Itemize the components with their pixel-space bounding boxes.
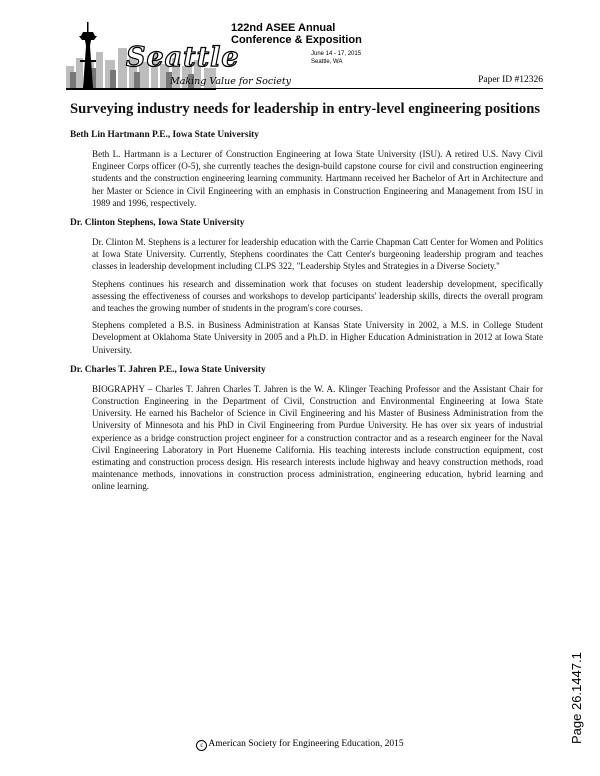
author-name: Beth Lin Hartmann P.E., Iowa State University [70, 130, 259, 140]
author-bio-paragraph: BIOGRAPHY – Charles T. Jahren Charles T. Jahren is the W. A. Klinger Teaching Professor and the Assistant Chair for Construction Engineering in the Department of Civil, Construction and Environmental Engineering at Iowa State University. He earned his Bachelor of Science in Civil Engineering and his Master of Business Administration from the University of Minnesota and his PhD in Civil Engineering from Purdue University. He has over six years of industrial experience as a bridge construction project engineer for a construction contractor and as a research engineer for the Naval Civil Engineering Laboratory in Port Hueneme California. His teaching interests include construction equipment, cost estimating and construction process design. His research interests include highway and heavy construction methods, road maintenance methods, innovations in construction process administration, engineering education, hybrid learning and online learning. [92, 383, 543, 492]
conference-location: Seattle, WA [311, 59, 343, 65]
page-number-container [562, 652, 600, 746]
copyright-text: American Society for Engineering Education, 2015 [208, 739, 404, 749]
author-name: Dr. Clinton Stephens, Iowa State University [70, 218, 245, 229]
header-rule [66, 88, 543, 89]
logo-tagline: Making Value for Society [170, 76, 292, 87]
author-bio-paragraph: Beth L. Hartmann is a Lecturer of Construction Engineering at Iowa State University (ISU). A retired U.S. Navy Civil Engineer Corps officer (O-5), she currently teaches the design-build capstone course for civil and construction engineering students and the construction engineering learning community. Hartmann received her Bachelor of Art in Architecture and her Master or Science in Civil Engineering with an emphasis in Construction Engineering and Management from ISU in 1989 and 1996, respectively. [92, 149, 543, 208]
author-section [70, 129, 543, 209]
conference-dates: June 14 - 17, 2015 [311, 51, 362, 57]
conference-title: 122nd ASEE Annual [231, 22, 336, 34]
author-bio-paragraph: Dr. Clinton M. Stephens is a lecturer for leadership education with the Carrie Chapman Catt Center for Women and Politics at Iowa State University. Currently, Stephens coordinates the Catt Center's burgeoning leadership program and teaches classes in leadership development including CLPS 322, "Leadership Styles and Strategies in a Diverse Society." [92, 237, 543, 272]
author-name: Dr. Charles T. Jahren P.E., Iowa State University [70, 364, 266, 375]
copyright-icon: c [196, 740, 207, 751]
conference-subtitle: Conference & Exposition [231, 34, 362, 46]
author-bio-paragraph: Stephens continues his research and dissemination work that focuses on student leadership development, specifically assessing the effectiveness of courses and workshops to develop participants' leadership skills, directs the overall program and teaches the growing number of students in the program's core courses. [92, 278, 543, 314]
author-section [70, 217, 543, 356]
paper-body [70, 100, 543, 501]
footer-copyright [0, 739, 600, 751]
author-section [70, 364, 543, 493]
conference-info [231, 22, 362, 66]
page-number: Page 26.1447.1 [569, 652, 584, 744]
author-bio-paragraph: Stephens completed a B.S. in Business Administration at Kansas State University in 2002, a M.S. in College Student Development at Oklahoma State University in 2005 and a Ph.D. in Higher Education Administration in 2012 at Iowa State University. [92, 320, 543, 355]
logo-city-text: Seattle [126, 42, 240, 73]
paper-id: Paper ID #12326 [478, 75, 543, 85]
paper-title: Surveying industry needs for leadership in entry-level engineering positions [70, 101, 540, 117]
